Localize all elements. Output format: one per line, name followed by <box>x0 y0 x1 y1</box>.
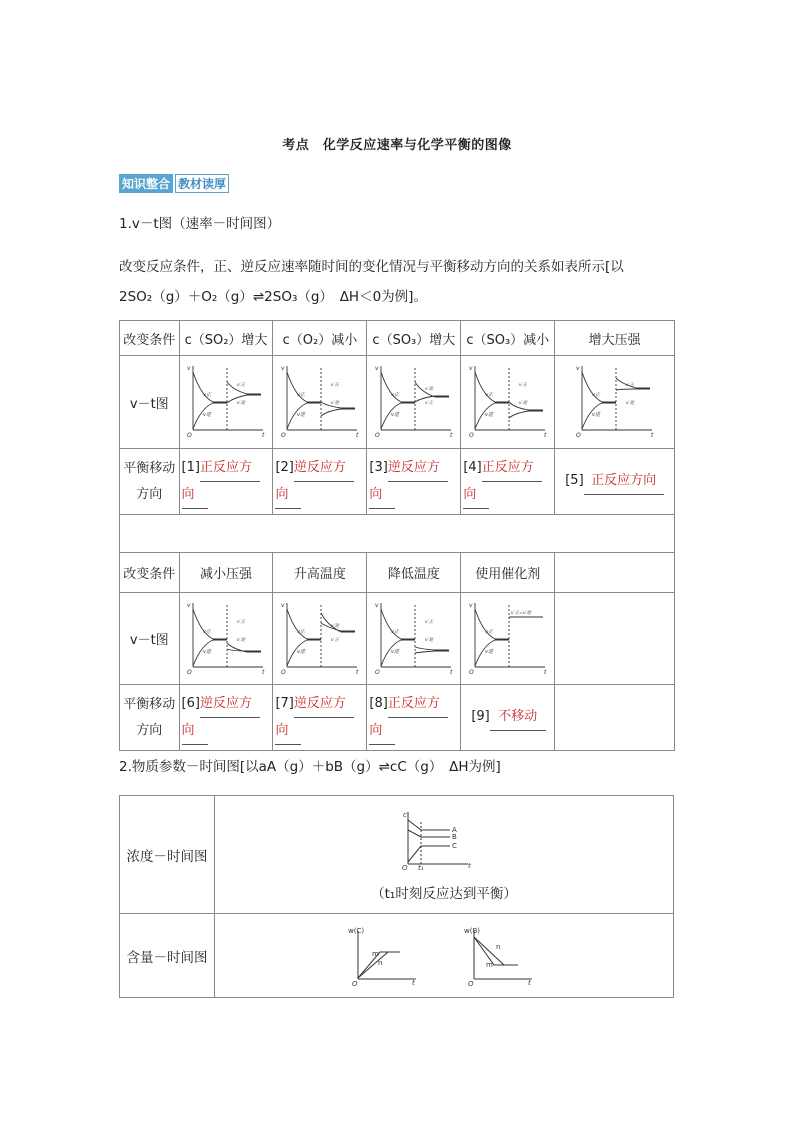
v-neg-prime-label: v′逆 <box>330 623 340 629</box>
answer-6-text: 逆反应方 <box>200 691 260 718</box>
v-pos-after-curve <box>415 647 449 650</box>
v-neg-prime-label: v′逆 <box>424 637 434 643</box>
v-pos-label: v正 <box>296 628 305 635</box>
origin-label: O <box>468 432 474 439</box>
label-shift-b2: 方向 <box>136 722 163 738</box>
wb-origin: O <box>468 979 474 987</box>
conc-C: C <box>452 841 457 850</box>
label-shift-b <box>120 685 180 751</box>
change-5: 增大压强 <box>555 321 675 356</box>
vt-graph-4 <box>461 356 555 449</box>
answer-2-text2: 向 <box>275 482 301 509</box>
t-label: t <box>543 668 547 676</box>
change-9: 使用催化剂 <box>461 553 555 593</box>
v-neg-prime-label: v′逆 <box>424 387 434 392</box>
v-pos-prime-label: v′正 <box>330 383 340 388</box>
intro-line-1: 改变反应条件，正、逆反应速率随时间的变化情况与平衡移动方向的关系如表所示[以 <box>119 259 624 275</box>
answer-5-num: [5] <box>565 473 584 488</box>
empty-cell-3 <box>555 685 675 751</box>
answer-8-num: [8] <box>369 695 388 711</box>
vt-graph-7 <box>273 593 367 685</box>
t-label: t <box>355 668 359 676</box>
answer-3-num: [3] <box>369 459 388 475</box>
label-shift-1: 平衡移动 <box>123 460 176 476</box>
answer-5 <box>555 449 675 515</box>
badge-right: 教材读厚 <box>175 174 229 193</box>
t-label: t <box>262 432 265 439</box>
conc-time-label: 浓度－时间图 <box>120 796 215 914</box>
wc-t: t <box>412 978 415 987</box>
vt-graph-1 <box>179 356 273 449</box>
wc-origin: O <box>352 979 358 987</box>
intro-paragraph <box>119 252 679 312</box>
vt-graph-5 <box>555 356 675 449</box>
label-shift-2: 方向 <box>136 486 163 502</box>
answer-3-text2: 向 <box>369 482 395 509</box>
conc-origin: O <box>402 863 408 870</box>
answer-9-num: [9] <box>471 709 490 724</box>
origin-label: O <box>468 668 474 676</box>
v-pos-prime-label: v′正 <box>424 619 434 625</box>
y-label: v <box>187 601 191 609</box>
label-vt: v－t图 <box>120 356 180 449</box>
blank-row <box>120 515 675 553</box>
change-1: c（SO₂）增大 <box>179 321 273 356</box>
v-neg-after-curve <box>509 411 543 418</box>
label-shift <box>120 449 180 515</box>
answer-4-num: [4] <box>463 459 482 475</box>
t-label: t <box>449 432 453 439</box>
page-title: 考点 化学反应速率与化学平衡的图像 <box>282 138 512 153</box>
v-neg-label: v逆 <box>591 412 600 418</box>
y-label: v <box>280 601 285 609</box>
change-6: 减小压强 <box>179 553 273 593</box>
t-label: t <box>262 668 265 676</box>
empty-cell-2 <box>555 593 675 685</box>
vt-graph-8 <box>367 593 461 685</box>
conc-t: t <box>468 861 471 870</box>
v-neg-label: v逆 <box>203 648 211 655</box>
v-neg-prime-label: v′逆 <box>330 401 340 406</box>
vt-graph-6 <box>179 593 273 685</box>
v-pos-prime-label: v′正 <box>330 637 340 643</box>
empty-cell-1 <box>555 553 675 593</box>
answer-7-num: [7] <box>275 695 294 711</box>
answer-5-text: 正反应方向 <box>584 468 664 495</box>
answer-1-text2: 向 <box>182 482 208 509</box>
t-label: t <box>449 668 453 676</box>
section-badge <box>119 174 229 193</box>
wb-time-graph <box>462 925 542 987</box>
v-pos-prime-label: v′正 <box>237 619 246 625</box>
answer-3 <box>367 449 461 515</box>
conc-t1: t₁ <box>418 863 424 870</box>
v-neg-label: v逆 <box>296 412 305 418</box>
label-vt-2: v－t图 <box>120 593 180 685</box>
v-neg-prime-label: v′逆 <box>625 401 634 406</box>
v-pos-prime-label: v′正 <box>625 383 634 388</box>
answer-2-num: [2] <box>275 459 294 475</box>
v-pos-label: v正 <box>484 392 493 398</box>
answer-9 <box>461 685 555 751</box>
conc-y-label: c <box>403 810 407 819</box>
change-2: c（O₂）减小 <box>273 321 367 356</box>
conc-time-cell <box>215 796 674 914</box>
v-neg-label: v逆 <box>484 648 493 655</box>
v-neg-prime-label: v′逆 <box>518 401 527 406</box>
wc-n: n <box>378 958 383 967</box>
content-time-label: 含量－时间图 <box>120 914 215 998</box>
label-change-2: 改变条件 <box>120 553 180 593</box>
answer-3-text: 逆反应方 <box>388 455 448 482</box>
y-label: v <box>468 365 473 372</box>
change-3: c（SO₃）增大 <box>367 321 461 356</box>
y-label: v <box>468 601 473 609</box>
origin-label: O <box>575 432 581 439</box>
t-label: t <box>650 432 653 439</box>
content-time-cell <box>215 914 674 998</box>
badge-left: 知识整合 <box>119 174 173 193</box>
label-shift-b1: 平衡移动 <box>123 696 176 712</box>
intro-line-2: 2SO₂（g）＋O₂（g）⇌2SO₃（g） ΔH＜0为例]。 <box>119 289 427 305</box>
change-7: 升高温度 <box>273 553 367 593</box>
vt-graph-3 <box>367 356 461 449</box>
conc-A: A <box>452 825 457 834</box>
y-label: v <box>575 365 580 372</box>
v-neg-prime-label: v′逆 <box>237 401 246 406</box>
v-neg-label: v逆 <box>390 648 399 655</box>
vt-graph-2 <box>273 356 367 449</box>
origin-label: O <box>374 432 380 439</box>
section-heading-1: 1.v－t图（速率－时间图） <box>119 216 281 232</box>
t-label: t <box>355 432 359 439</box>
answer-2 <box>273 449 367 515</box>
origin-label: O <box>187 668 192 676</box>
answer-4 <box>461 449 555 515</box>
wc-time-graph <box>346 925 426 987</box>
answer-6-num: [6] <box>181 695 200 711</box>
origin-label: O <box>280 432 286 439</box>
conc-B: B <box>452 832 457 841</box>
answer-7 <box>273 685 367 751</box>
v-neg-label: v逆 <box>203 412 211 418</box>
answer-8 <box>367 685 461 751</box>
origin-label: O <box>374 668 380 676</box>
v-pos-label: v正 <box>296 392 305 398</box>
v-pos-prime-label: v′正 <box>424 401 434 406</box>
answer-6-text2: 向 <box>182 718 208 745</box>
label-change: 改变条件 <box>120 321 180 356</box>
v-pos-prime-label: v′正 <box>518 383 527 388</box>
section-heading-2: 2.物质参数－时间图[以aA（g）＋bB（g）⇌cC（g） ΔH为例] <box>119 759 501 775</box>
v-neg-label: v逆 <box>296 648 305 655</box>
vt-table <box>119 320 675 751</box>
v-pos-label: v正 <box>203 392 211 398</box>
conc-time-note: （t₁时刻反应达到平衡） <box>371 885 517 902</box>
wc-m: m <box>372 949 379 958</box>
answer-4-text2: 向 <box>463 482 489 509</box>
answer-2-text: 逆反应方 <box>294 455 354 482</box>
v-neg-after-curve <box>415 651 449 653</box>
t-label: t <box>543 432 547 439</box>
v-neg-after-curve <box>321 409 355 416</box>
v-neg-after-curve <box>616 389 650 390</box>
v-neg-prime-label: v′逆 <box>237 637 246 643</box>
v-pos-label: v正 <box>484 628 493 635</box>
wb-m: m <box>486 960 493 969</box>
wc-label: w(C) <box>348 926 365 935</box>
y-label: v <box>280 365 285 372</box>
v-pos-label: v正 <box>390 392 399 398</box>
param-time-table <box>119 795 674 998</box>
origin-label: O <box>187 432 192 439</box>
answer-7-text: 逆反应方 <box>294 691 354 718</box>
wb-label: w(B) <box>464 926 480 935</box>
y-label: v <box>374 365 379 372</box>
v-neg-label: v逆 <box>484 412 493 418</box>
y-label: v <box>374 601 379 609</box>
wb-n: n <box>496 942 501 951</box>
v-neg-label: v逆 <box>390 412 399 418</box>
answer-1-text: 正反应方 <box>200 455 260 482</box>
conc-time-graph <box>394 808 494 870</box>
change-4: c（SO₃）减小 <box>461 321 555 356</box>
v-pos-after-curve <box>227 649 261 651</box>
answer-1-num: [1] <box>181 459 200 475</box>
vt-graph-9 <box>461 593 555 685</box>
v-pos-label: v正 <box>591 392 600 398</box>
v-neg-after-curve <box>321 613 355 632</box>
answer-8-text: 正反应方 <box>388 691 448 718</box>
answer-6 <box>179 685 273 751</box>
answer-8-text2: 向 <box>369 718 395 745</box>
answer-7-text2: 向 <box>275 718 301 745</box>
origin-label: O <box>280 668 286 676</box>
answer-9-text: 不移动 <box>490 704 546 731</box>
answer-4-text: 正反应方 <box>482 455 542 482</box>
v-eq-label: v′正=v′逆 <box>510 610 531 616</box>
answer-1 <box>179 449 273 515</box>
y-label: v <box>187 365 191 372</box>
v-pos-prime-label: v′正 <box>237 383 246 388</box>
v-pos-label: v正 <box>390 628 399 635</box>
change-8: 降低温度 <box>367 553 461 593</box>
v-pos-label: v正 <box>203 628 211 635</box>
wb-t: t <box>528 978 531 987</box>
